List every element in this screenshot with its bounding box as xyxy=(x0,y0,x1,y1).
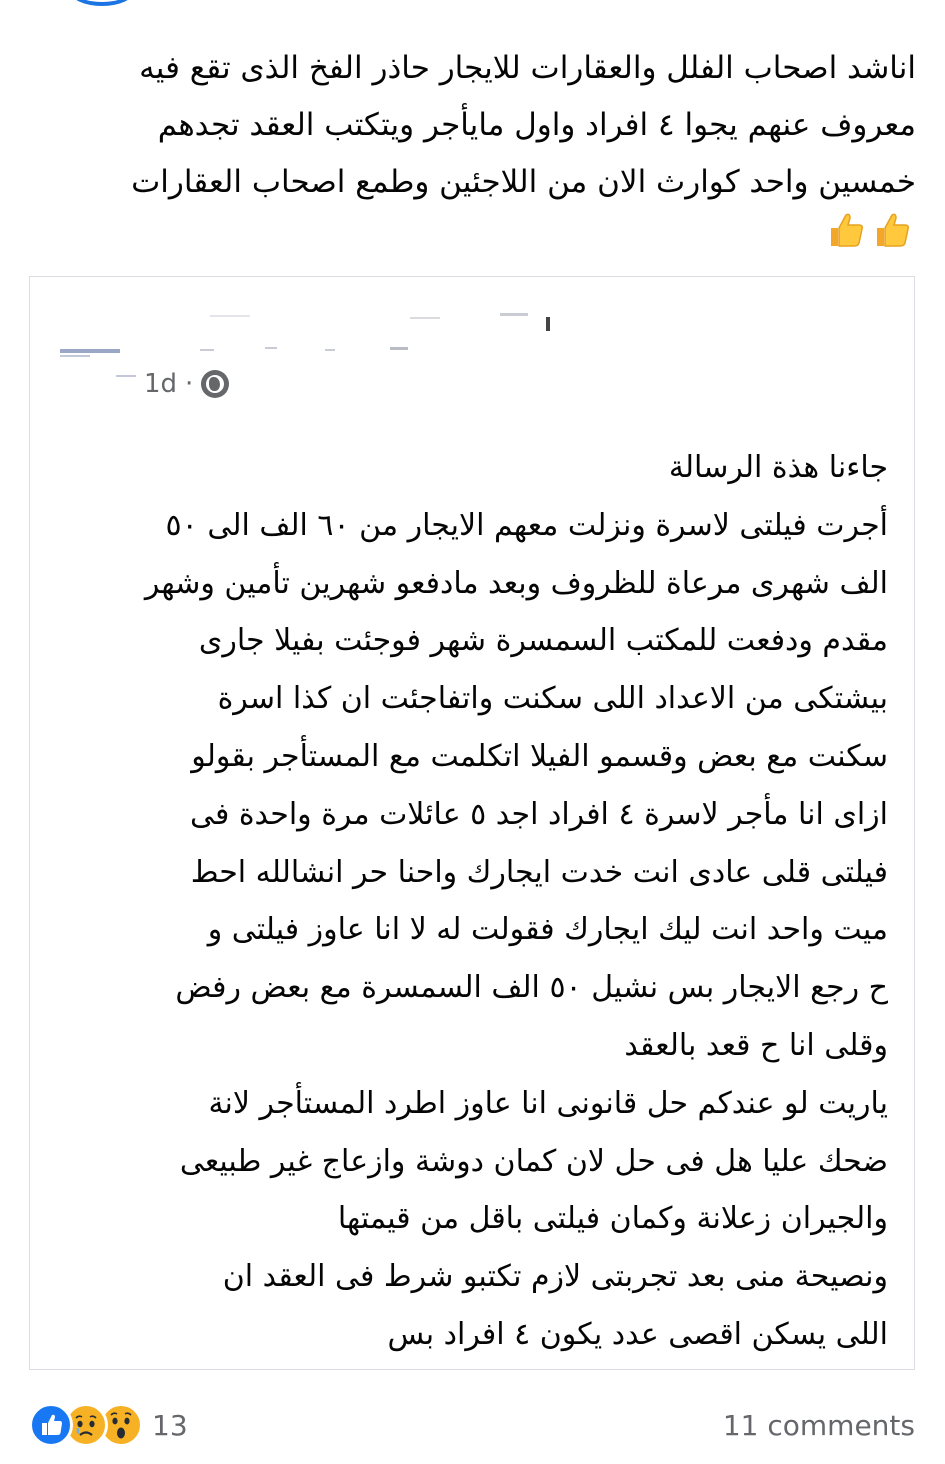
shared-line: والجيران زعلانة وكمان فيلتى باقل من قيمتها xyxy=(337,1201,888,1237)
post-meta xyxy=(144,369,229,399)
shared-line: ياريت لو عندكم حل قانونى انا عاوز اطرد المستأجر لانة xyxy=(208,1085,888,1121)
shared-line: ازاى انا مأجر لاسرة ٤ افراد اجد ٥ عائلات مرة واحدة فى xyxy=(189,796,888,832)
globe-icon[interactable] xyxy=(201,370,229,398)
comments-count[interactable]: 11 comments xyxy=(722,1408,915,1442)
avatar[interactable] xyxy=(70,0,134,6)
shared-line: ميت واحد انت ليك ايجارك فقولت له لا انا عاوز فيلتى و xyxy=(207,912,888,948)
post-line: اناشد اصحاب الفلل والعقارات للايجار حاذر الفخ الذى تقع فيه xyxy=(139,50,916,86)
post-footer xyxy=(29,1398,915,1452)
shared-line: ح رجع الايجار بس نشيل ٥٠ الف السمسرة مع بعض رفض xyxy=(175,970,888,1006)
meta-separator: · xyxy=(185,369,194,399)
shared-line: اللى يسكن اقصى عدد يكون ٤ افراد بس xyxy=(387,1316,888,1352)
thumbs-up-emoji-icon xyxy=(871,210,911,250)
shared-line: ونصيحة منى بعد تجربتى لازم تكتبو شرط فى العقد ان xyxy=(222,1259,888,1295)
shared-line: فيلتى قلى عادى انت خدت ايجارك واحنا حر انشالله احط xyxy=(190,854,888,890)
like-icon xyxy=(29,1403,73,1447)
thumbs-up-emojis xyxy=(825,210,911,250)
post-body xyxy=(40,40,916,211)
shared-line: ضحك عليا هل فى حل لان كمان دوشة وازعاج غير طبيعى xyxy=(179,1143,888,1179)
shared-line: سكنت مع بعض وقسمو الفيلا اتكلمت مع المستأجر بقولو xyxy=(191,738,888,774)
redacted-author-name xyxy=(60,307,580,377)
shared-line: أجرت فيلتى لاسرة ونزلت معهم الايجار من ٦٠ الف الى ٥٠ xyxy=(165,507,888,543)
shared-post-card[interactable] xyxy=(29,276,915,1370)
reaction-count[interactable]: 13 xyxy=(152,1408,188,1442)
post-line: معروف عنهم يجوا ٤ افراد واول مايأجر ويتكتب العقد تجدهم xyxy=(157,107,916,143)
shared-line: مقدم ودفعت للمكتب السمسرة شهر فوجئت بفيلا جارى xyxy=(198,623,888,659)
thumbs-up-emoji-icon xyxy=(825,210,865,250)
shared-line: الف شهرى مرعاة للظروف وبعد مادفعو شهرين تأمين وشهر xyxy=(144,565,888,601)
shared-line: جاءنا هذة الرسالة xyxy=(668,450,888,485)
shared-line: بيشتكى من الاعداد اللى سكنت واتفاجئت ان كذا اسرة xyxy=(217,681,888,717)
shared-post-body xyxy=(70,439,888,1364)
reactions-summary[interactable] xyxy=(29,1403,188,1447)
post-time[interactable]: 1d xyxy=(144,369,178,399)
shared-line: وقلى انا ح قعد بالعقد xyxy=(624,1027,888,1063)
post-line: خمسين واحد كوارث الان من اللاجئين وطمع اصحاب العقارات xyxy=(131,164,916,200)
